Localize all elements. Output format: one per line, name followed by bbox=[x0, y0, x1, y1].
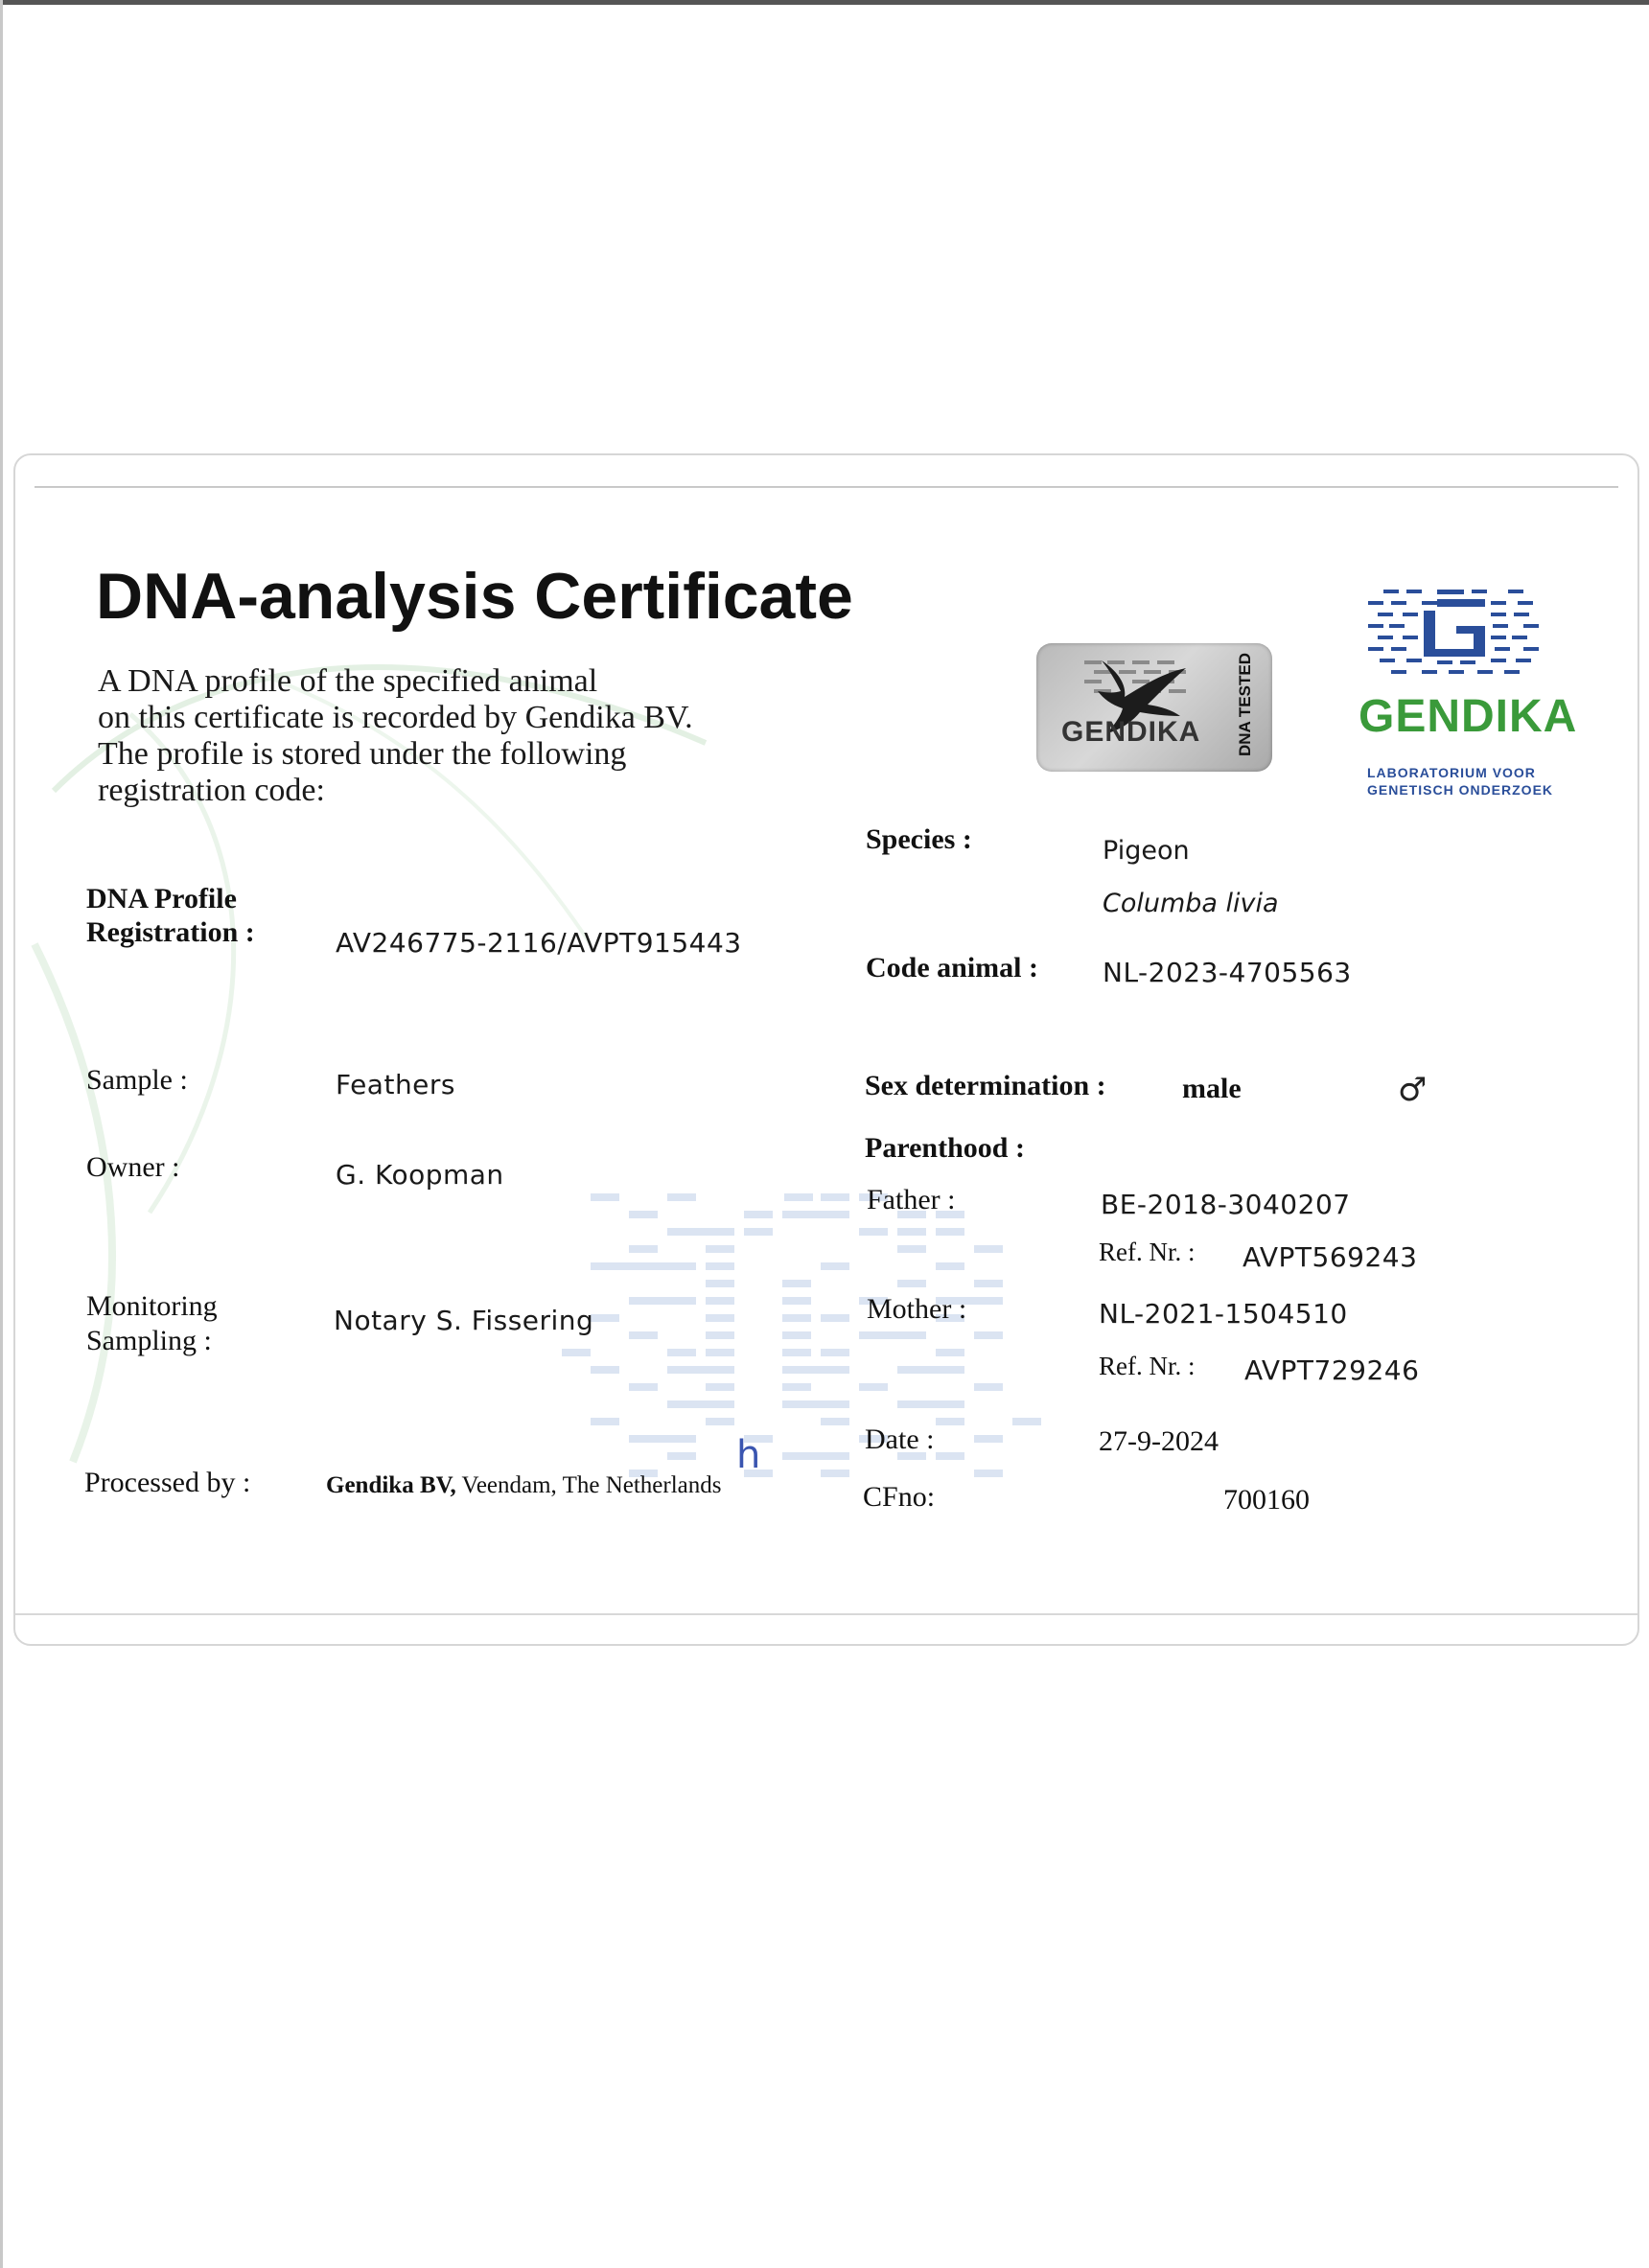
date-label: Date : bbox=[865, 1423, 935, 1455]
registration-value: AV246775-2116/AVPT915443 bbox=[336, 927, 742, 959]
intro-line-1: A DNA profile of the specified animal bbox=[98, 663, 598, 699]
mother-ref-label: Ref. Nr. : bbox=[1099, 1352, 1196, 1380]
sample-label: Sample : bbox=[86, 1064, 188, 1096]
cfno-value: 700160 bbox=[1223, 1484, 1310, 1516]
owner-label: Owner : bbox=[86, 1151, 180, 1183]
sticker-brand-text: GENDIKA bbox=[1061, 716, 1201, 748]
parenthood-label: Parenthood : bbox=[865, 1132, 1025, 1164]
male-symbol-icon: ♂ bbox=[1398, 1071, 1428, 1109]
father-label: Father : bbox=[867, 1184, 956, 1215]
sex-value: male bbox=[1182, 1073, 1242, 1104]
bottom-border-line bbox=[15, 1613, 1637, 1615]
gendika-logo-sub-line-2: GENETISCH ONDERZOEK bbox=[1367, 782, 1554, 798]
code-animal-value: NL-2023-4705563 bbox=[1103, 957, 1352, 988]
processed-value bbox=[326, 1472, 722, 1499]
monitoring-label-line-1: Monitoring bbox=[86, 1290, 218, 1322]
mother-value: NL-2021-1504510 bbox=[1099, 1298, 1348, 1330]
species-label: Species : bbox=[866, 823, 972, 855]
owner-value: G. Koopman bbox=[336, 1159, 504, 1191]
gendika-watermark-icon bbox=[533, 1184, 1108, 1510]
gendika-logo-icon bbox=[1364, 588, 1546, 693]
mother-label: Mother : bbox=[867, 1293, 967, 1325]
processed-company: Gendika BV, bbox=[326, 1472, 456, 1498]
monitoring-value: Notary S. Fissering bbox=[334, 1305, 594, 1336]
top-border-line bbox=[35, 486, 1618, 488]
scan-edge-top bbox=[0, 0, 1649, 5]
scan-edge-left bbox=[0, 0, 3, 2268]
intro-line-4: registration code: bbox=[98, 773, 325, 808]
date-value: 27-9-2024 bbox=[1099, 1425, 1219, 1457]
processed-location: Veendam, The Netherlands bbox=[461, 1472, 722, 1498]
dna-tested-sticker bbox=[1036, 643, 1272, 772]
sticker-vertical-text: DNA TESTED bbox=[1236, 653, 1254, 756]
species-common-value: Pigeon bbox=[1103, 836, 1190, 866]
cfno-label: CFno: bbox=[863, 1481, 936, 1513]
monitoring-label-line-2: Sampling : bbox=[86, 1325, 212, 1356]
father-ref-label: Ref. Nr. : bbox=[1099, 1238, 1196, 1266]
processed-label: Processed by : bbox=[84, 1467, 251, 1498]
species-latin-value: Columba livia bbox=[1103, 889, 1279, 918]
sex-determination-label: Sex determination : bbox=[865, 1070, 1106, 1101]
mother-ref-value: AVPT729246 bbox=[1244, 1354, 1420, 1386]
certificate-card bbox=[13, 453, 1639, 1646]
certificate-title: DNA-analysis Certificate bbox=[96, 560, 853, 633]
handwritten-initial-mark: h bbox=[736, 1433, 761, 1477]
code-animal-label: Code animal : bbox=[866, 952, 1038, 984]
sample-value: Feathers bbox=[336, 1069, 456, 1100]
father-ref-value: AVPT569243 bbox=[1243, 1241, 1418, 1273]
sticker-vertical-label bbox=[1215, 653, 1254, 762]
intro-line-3: The profile is stored under the following bbox=[98, 736, 627, 772]
gendika-logo-sub-line-1: LABORATORIUM VOOR bbox=[1367, 765, 1536, 780]
registration-label-line-1: DNA Profile bbox=[86, 883, 237, 914]
intro-line-2: on this certificate is recorded by Gendika BV. bbox=[98, 700, 693, 735]
gendika-logo-name: GENDIKA bbox=[1359, 691, 1578, 742]
father-value: BE-2018-3040207 bbox=[1101, 1189, 1351, 1220]
registration-label-line-2: Registration : bbox=[86, 916, 255, 948]
